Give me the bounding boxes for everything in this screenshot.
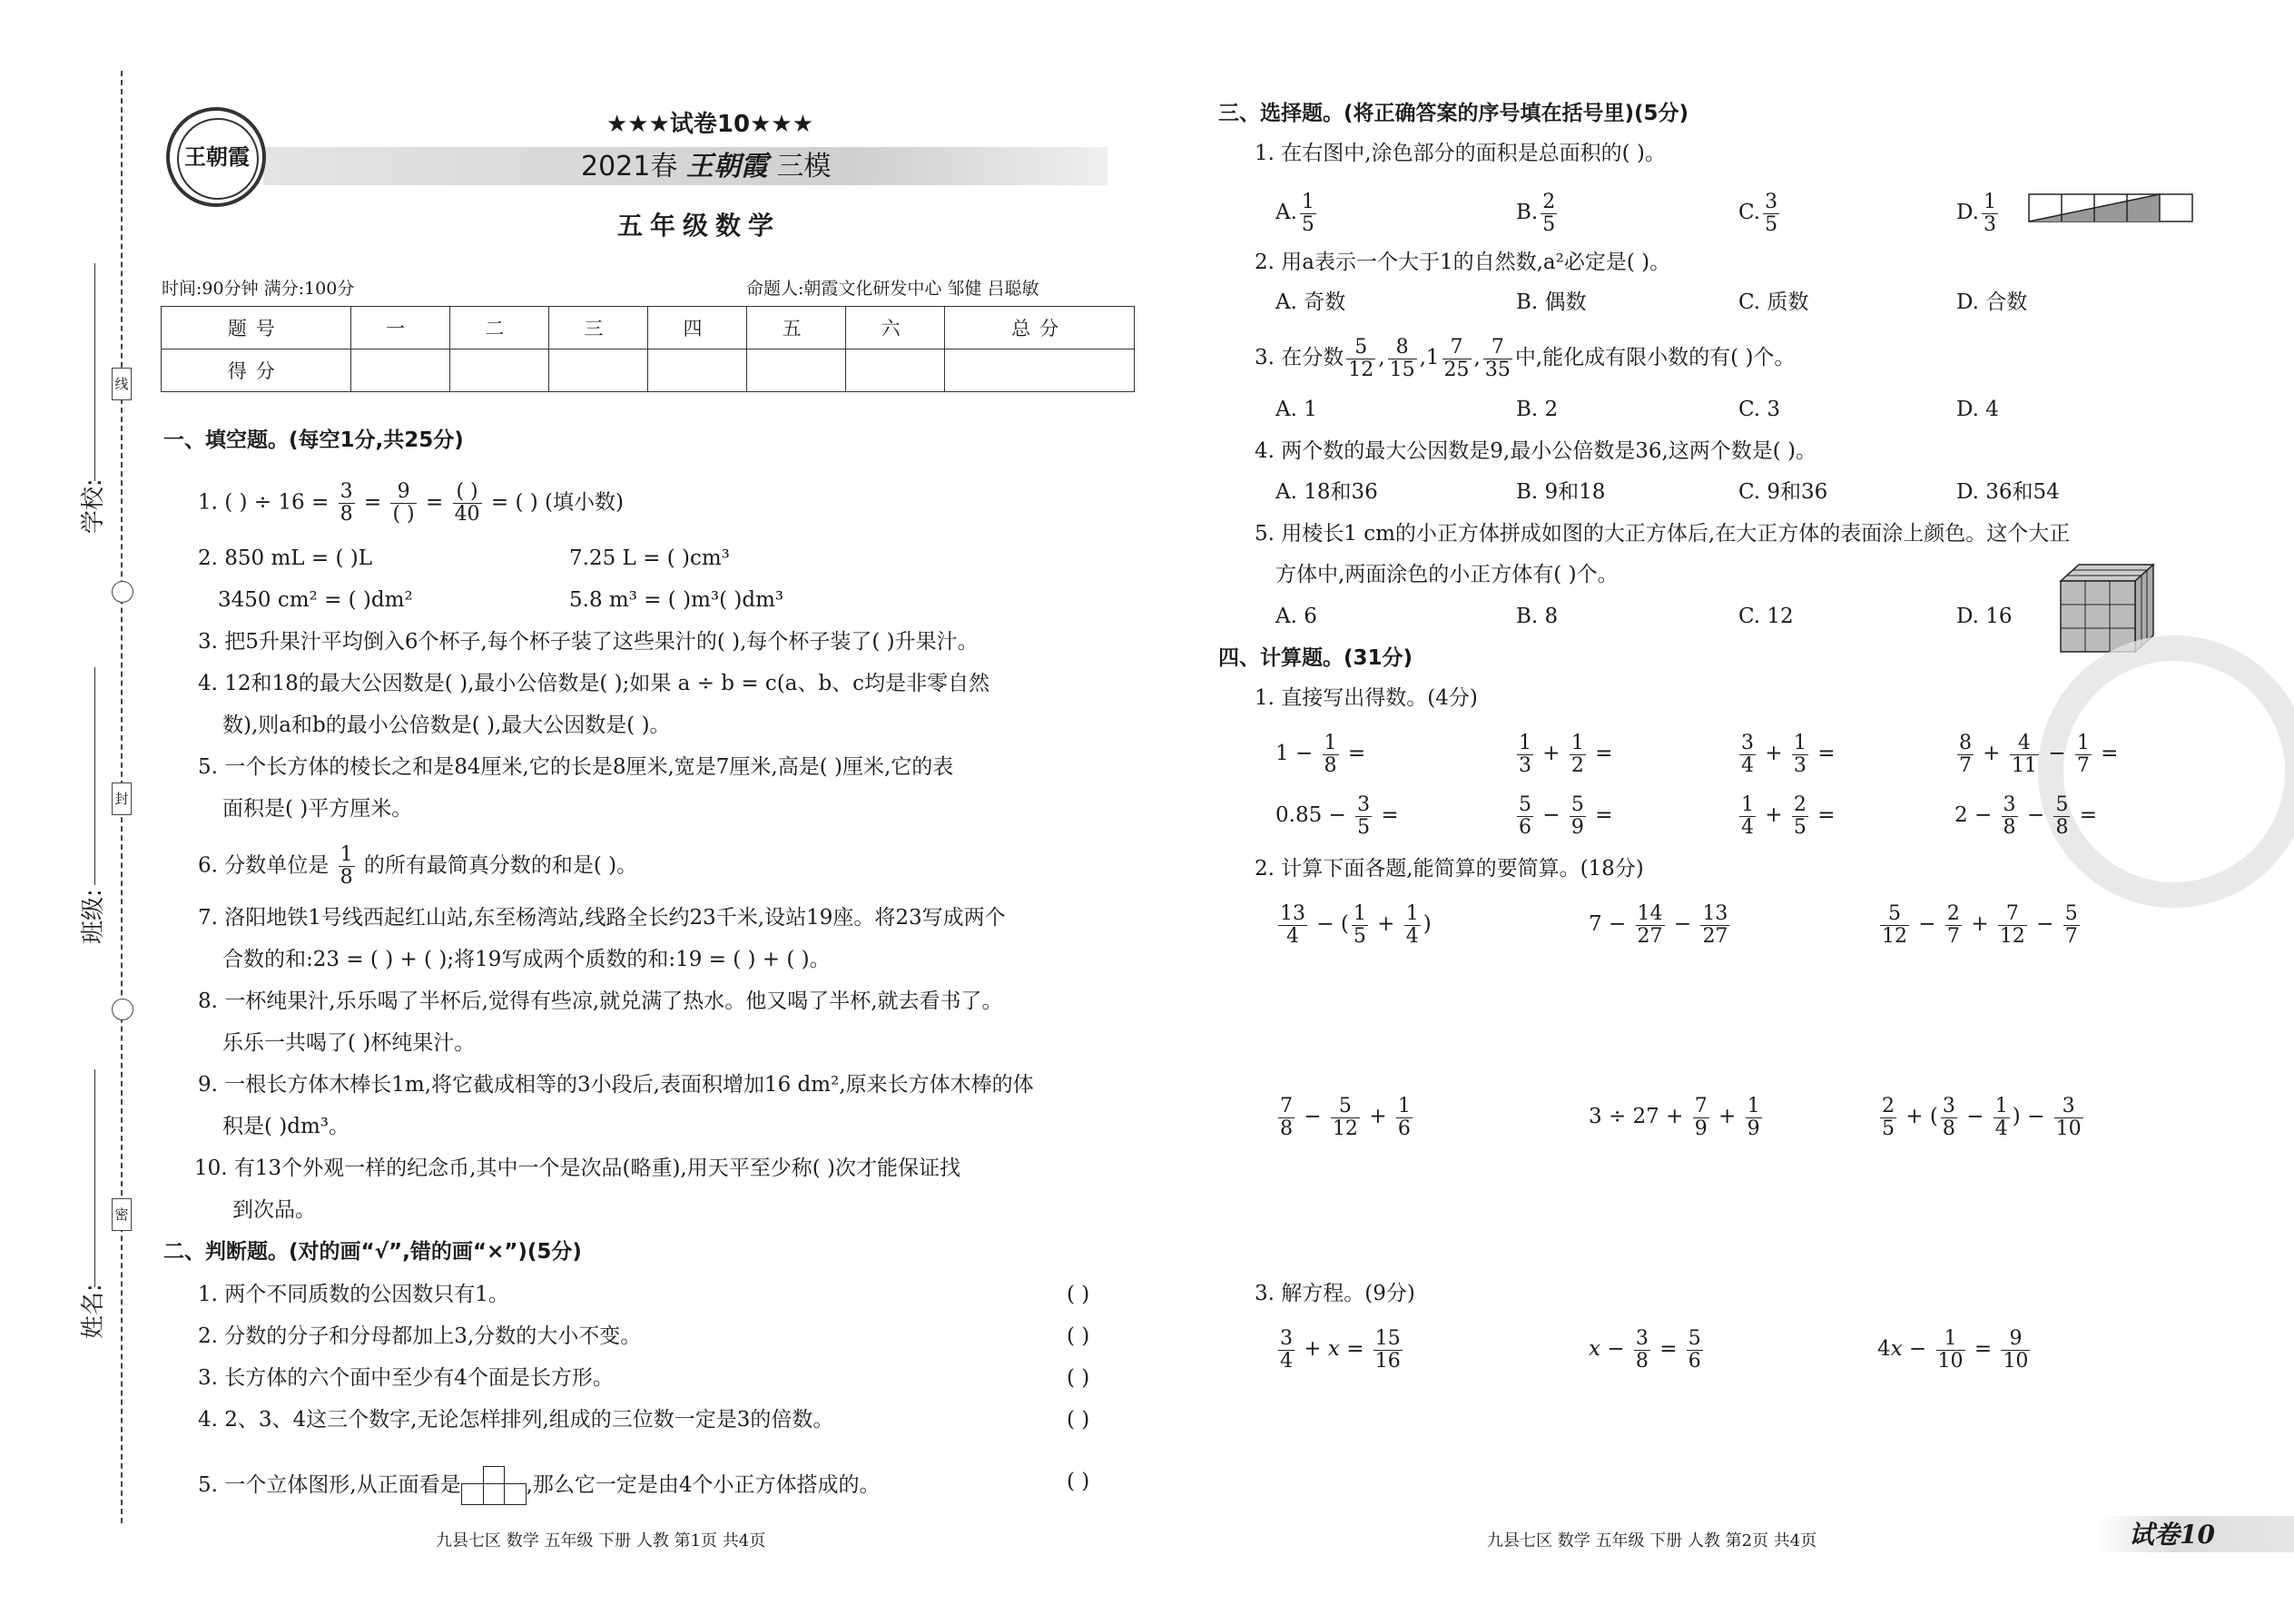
score-header-cell: 三 [548, 307, 647, 349]
choice-4: 4. 两个数的最大公因数是9,最小公倍数是36,这两个数是( )。 [1255, 439, 1817, 463]
choice-1-c: C. $\frac{3}{5}$ [1738, 190, 1778, 236]
logo-seal [166, 107, 266, 207]
binding-mark-mi: 密 [112, 1198, 132, 1231]
choice-5a: 5. 用棱长1 cm的小正方体拼成如图的大正方体后,在大正方体的表面涂上颜色。这个大正 [1255, 522, 2071, 546]
q1-7a: 7. 洛阳地铁1号线西起红山站,东至杨湾站,线路全长约23千米,设站19座。将23写成两个 [198, 906, 1006, 930]
logo-text: 王朝霞 [184, 143, 250, 170]
oral-1: 1 − $\frac{1}{8}$ = [1275, 731, 1366, 777]
q1-8b: 乐乐一共喝了( )杯纯果汁。 [222, 1031, 476, 1055]
oral-8: 2 − $\frac{3}{8}$ − $\frac{5}{8}$ = [1954, 792, 2098, 839]
oral-5: 0.85 − $\frac{3}{5}$ = [1275, 792, 1399, 839]
choice-5-d: D. 16 [1956, 605, 2013, 628]
score-header-cell: 六 [846, 307, 945, 349]
score-cell[interactable] [647, 349, 746, 392]
judge-answer-2[interactable]: ( ) [1067, 1324, 1090, 1348]
choice-2-b: B. 偶数 [1516, 290, 1587, 314]
q1-2d: 5.8 m³ = ( )m³( )dm³ [569, 588, 784, 612]
q1-8a: 8. 一杯纯果汁,乐乐喝了半杯后,觉得有些凉,就兑满了热水。他又喝了半杯,就去看书了。 [198, 989, 1003, 1013]
choice-4-c: C. 9和36 [1738, 480, 1828, 504]
exam-number: ★★★试卷10★★★ [606, 111, 814, 138]
choice-5-c: C. 12 [1738, 605, 1794, 628]
score-table-header-row [162, 307, 1135, 349]
calc-part3-title: 3. 解方程。(9分) [1255, 1282, 1415, 1305]
exam-title [581, 151, 831, 183]
judge-5: 5. 一个立体图形,从正面看是 ,那么它一定是由4个小正方体搭成的。 [198, 1466, 881, 1506]
judge-3: 3. 长方体的六个面中至少有4个面是长方形。 [198, 1366, 614, 1390]
choice-3-b: B. 2 [1516, 398, 1559, 421]
equation-1: $\frac{3}{4}$ + x = $\frac{15}{16}$ [1280, 1326, 1401, 1373]
calc-6: $\frac{2}{5}$ + ( $\frac{3}{8}$ − $\frac{1}{4}$ ) − $\frac{3}{10}$ [1882, 1094, 2082, 1140]
judge-answer-4[interactable]: ( ) [1067, 1408, 1090, 1432]
title-brand: 王朝霞 [685, 151, 768, 182]
score-table [161, 306, 1135, 392]
calc-1: $\frac{13}{4}$ − ( $\frac{1}{5}$ + $\frac{1}{4}$ ) [1280, 901, 1432, 948]
section1-title: 一、填空题。(每空1分,共25分) [163, 428, 464, 452]
q1-2c: 3450 cm² = ( )dm² [218, 588, 413, 612]
q1-1: 1. ( ) ÷ 16 = $\frac{3}{8}$ = 9 ( ) = ( ) 40 = ( ) (填小数) [198, 480, 624, 526]
corner-exam-label: 试卷10 [2129, 1520, 2215, 1550]
footer-left: 九县七区 数学 五年级 下册 人教 第1页 共4页 [436, 1531, 766, 1550]
judge-answer-3[interactable]: ( ) [1067, 1366, 1090, 1390]
choice-3-a: A. 1 [1275, 398, 1317, 421]
choice-3-d: D. 4 [1956, 398, 1999, 421]
q1-10b: 到次品。 [232, 1198, 316, 1222]
calc-3: $\frac{5}{12}$ − $\frac{2}{7}$ + $\frac{7}{12}$ − $\frac{5}{7}$ [1882, 901, 2078, 948]
footer-right: 九县七区 数学 五年级 下册 人教 第2页 共4页 [1487, 1531, 1817, 1550]
front-view-figure [461, 1466, 527, 1506]
author: 命题人:朝霞文化研发中心 邹健 吕聪敏 [746, 279, 1039, 299]
q1-6: 6. 分数单位是 $\frac{1}{8}$ 的所有最简真分数的和是( )。 [198, 843, 638, 889]
q1-5a: 5. 一个长方体的棱长之和是84厘米,它的长是8厘米,宽是7厘米,高是( )厘米,它的表 [198, 755, 954, 779]
binding-mark-xian: 线 [112, 368, 132, 400]
choice-5b: 方体中,两面涂色的小正方体有( )个。 [1275, 563, 1619, 586]
school-label: 学校: [80, 478, 107, 534]
title-year: 2021春 [581, 151, 678, 182]
choice-2-c: C. 质数 [1738, 290, 1809, 314]
choice-4-b: B. 9和18 [1516, 480, 1606, 504]
choice-5-b: B. 8 [1516, 605, 1559, 628]
q1-2a: 2. 850 mL = ( )L [198, 546, 372, 570]
score-header-cell: 题号 [162, 307, 351, 349]
binding-mark-feng: 封 [112, 782, 132, 815]
subject-title: 五年级数学 [617, 211, 782, 241]
shaded-rectangle-figure [2028, 192, 2193, 225]
section2-title: 二、判断题。(对的画“√”,错的画“×”)(5分) [163, 1240, 582, 1264]
judge-1: 1. 两个不同质数的公因数只有1。 [198, 1283, 509, 1306]
q1-4a: 4. 12和18的最大公因数是( ),最小公倍数是( );如果 a ÷ b = c(a、b、c均是非零自然 [198, 672, 990, 695]
q1-2b: 7.25 L = ( )cm³ [569, 546, 730, 570]
class-label: 班级: [80, 889, 107, 944]
section3-title: 三、选择题。(将正确答案的序号填在括号里)(5分) [1218, 102, 1689, 125]
choice-3: 3. 在分数 $\frac{5}{12}$ , $\frac{8}{15}$ ,1 $\frac{7}{25}$ , $\frac{7}{35}$ 中,能化成有限小数的有( )个。 [1255, 335, 1796, 381]
equation-3: 4x − $\frac{1}{10}$ = $\frac{9}{10}$ [1877, 1326, 2029, 1373]
name-label: 姓名: [80, 1284, 107, 1339]
q1-9b: 积是( )dm³。 [222, 1115, 350, 1138]
score-table-score-row [162, 349, 1135, 392]
choice-4-a: A. 18和36 [1275, 480, 1378, 504]
equation-2: x − $\frac{3}{8}$ = $\frac{5}{6}$ [1589, 1326, 1701, 1373]
choice-1-a: A. $\frac{1}{5}$ [1275, 190, 1314, 236]
time-score: 时间:90分钟 满分:100分 [162, 279, 355, 299]
judge-4: 4. 2、3、4这三个数字,无论怎样排列,组成的三位数一定是3的倍数。 [198, 1408, 834, 1432]
calc-part2-title: 2. 计算下面各题,能简算的要简算。(18分) [1255, 857, 1644, 881]
oral-3: $\frac{3}{4}$ + $\frac{1}{3}$ = [1741, 731, 1836, 777]
school-line[interactable] [94, 263, 95, 481]
q1-9a: 9. 一根长方体木棒长1m,将它截成相等的3小段后,表面积增加16 dm²,原来长方体木棒的体 [198, 1073, 1034, 1097]
score-cell[interactable] [747, 349, 846, 392]
choice-2-d: D. 合数 [1956, 290, 2028, 314]
score-cell[interactable] [945, 349, 1135, 392]
section4-title: 四、计算题。(31分) [1218, 646, 1413, 670]
calc-4: $\frac{7}{8}$ − $\frac{5}{12}$ + $\frac{1}{6}$ [1280, 1094, 1411, 1140]
oral-6: $\frac{5}{6}$ − $\frac{5}{9}$ = [1519, 792, 1613, 839]
binding-circle-1 [112, 581, 133, 603]
score-cell[interactable] [548, 349, 647, 392]
score-header-cell: 五 [747, 307, 846, 349]
choice-1-b: B. $\frac{2}{5}$ [1516, 190, 1556, 236]
score-row-label: 得分 [162, 349, 351, 392]
choice-1: 1. 在右图中,涂色部分的面积是总面积的( )。 [1255, 142, 1666, 165]
calc-2: 7 − $\frac{14}{27}$ − $\frac{13}{27}$ [1589, 901, 1728, 948]
oral-7: $\frac{1}{4}$ + $\frac{2}{5}$ = [1741, 792, 1836, 839]
judge-answer-5[interactable]: ( ) [1067, 1470, 1090, 1493]
name-line[interactable] [94, 1069, 95, 1287]
q1-3: 3. 把5升果汁平均倒入6个杯子,每个杯子装了这些果汁的( ),每个杯子装了( )升果汁。 [198, 630, 979, 654]
binding-circle-2 [112, 999, 133, 1020]
score-header-cell: 四 [647, 307, 746, 349]
q1-10a: 10. 有13个外观一样的纪念币,其中一个是次品(略重),用天平至少称( )次才能保证找 [194, 1156, 960, 1180]
score-header-cell: 一 [350, 307, 449, 349]
q1-4b: 数),则a和b的最小公倍数是( ),最大公因数是( )。 [222, 714, 671, 737]
oral-2: $\frac{1}{3}$ + $\frac{1}{2}$ = [1519, 731, 1613, 777]
judge-answer-1[interactable]: ( ) [1067, 1283, 1090, 1306]
q1-7b: 合数的和:23 = ( ) + ( );将19写成两个质数的和:19 = ( ) + ( )。 [222, 948, 831, 971]
score-header-cell: 二 [449, 307, 548, 349]
class-line[interactable] [94, 667, 95, 885]
q1-5b: 面积是( )平方厘米。 [222, 797, 413, 821]
title-suffix: 三模 [776, 151, 832, 182]
choice-4-d: D. 36和54 [1956, 480, 2060, 504]
choice-5-a: A. 6 [1275, 605, 1317, 628]
score-header-cell: 总分 [945, 307, 1135, 349]
choice-1-d: D. $\frac{1}{3}$ [1956, 190, 1996, 236]
choice-2: 2. 用a表示一个大于1的自然数,a²必定是( )。 [1255, 251, 1671, 274]
choice-3-c: C. 3 [1738, 398, 1781, 421]
score-cell[interactable] [846, 349, 945, 392]
calc-5: 3 ÷ 27 + $\frac{7}{9}$ + $\frac{1}{9}$ [1589, 1094, 1760, 1140]
score-cell[interactable] [350, 349, 449, 392]
score-cell[interactable] [449, 349, 548, 392]
oral-4: $\frac{8}{7}$ + $\frac{4}{11}$ − $\frac{1}{7}$ = [1959, 731, 2119, 777]
judge-2: 2. 分数的分子和分母都加上3,分数的大小不变。 [198, 1324, 642, 1348]
choice-2-a: A. 奇数 [1275, 290, 1346, 314]
calc-part1-title: 1. 直接写出得数。(4分) [1255, 686, 1478, 710]
